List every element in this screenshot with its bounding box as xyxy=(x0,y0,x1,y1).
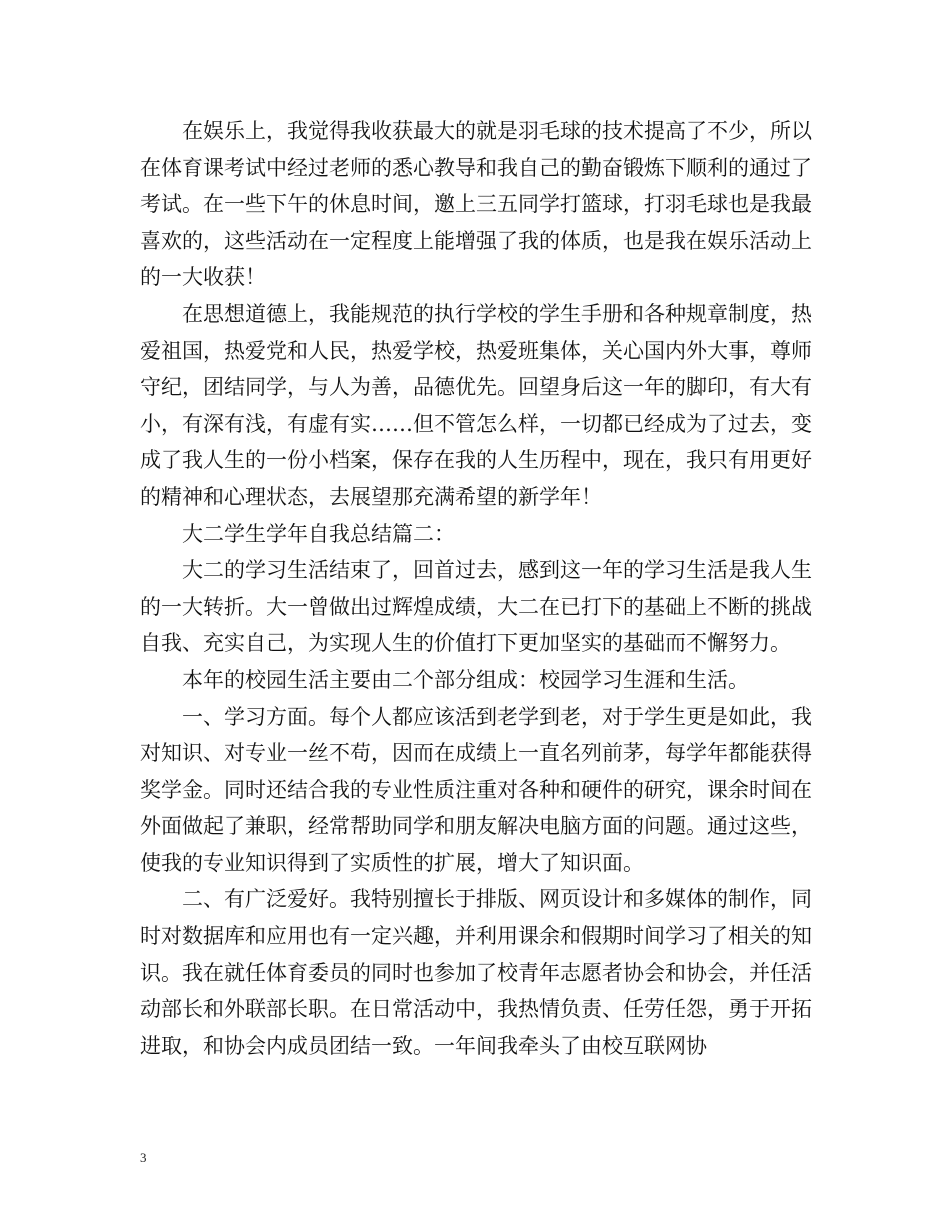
paragraph-hobbies: 二、有广泛爱好。我特别擅长于排版、网页设计和多媒体的制作，同时对数据库和应用也有一定兴趣，并利用课余和假期时间学习了相关的知识。我在就任体育委员的同时也参加了校青年志愿者协会和协会，并任活动部长和外联部长职。在日常活动中，我热情负责、任劳任怨，勇于开拓进取，和协会内成员团结一致。一年间我牵头了由校互联网协 xyxy=(140,887,812,1058)
page-number: 3 xyxy=(140,1150,147,1165)
paragraph-intro: 大二的学习生活结束了，回首过去，感到这一年的学习生活是我人生的一大转折。大一曾做出过辉煌成绩，大二在已打下的基础上不断的挑战自我、充实自己，为实现人生的价值打下更加坚实的基础而不懈努力。 xyxy=(140,558,812,656)
paragraph-overview: 本年的校园生活主要由二个部分组成：校园学习生涯和生活。 xyxy=(182,667,749,692)
section-heading: 大二学生学年自我总结篇二： xyxy=(182,521,455,546)
paragraph-moral: 在思想道德上，我能规范的执行学校的学生手册和各种规章制度，热爱祖国，热爱党和人民，热爱学校，热爱班集体，关心国内外大事，尊师守纪，团结同学，与人为善，品德优先。回望身后这一年的脚印，有大有小，有深有浅，有虚有实……但不管怎么样，一切都已经成为了过去，变成了我人生的一份小档案，保存在我的人生历程中，现在，我只有用更好的精神和心理状态，去展望那充满希望的新学年！ xyxy=(140,301,812,509)
body-text xyxy=(140,113,812,1064)
paragraph-entertainment: 在娱乐上，我觉得我收获最大的就是羽毛球的技术提高了不少，所以在体育课考试中经过老师的悉心教导和我自己的勤奋锻炼下顺利的通过了考试。在一些下午的休息时间，邀上三五同学打篮球，打羽毛球也是我最喜欢的，这些活动在一定程度上能增强了我的体质，也是我在娱乐活动上的一大收获！ xyxy=(140,119,812,290)
paragraph-study: 一、学习方面。每个人都应该活到老学到老，对于学生更是如此，我对知识、对专业一丝不苟，因而在成绩上一直名列前茅，每学年都能获得奖学金。同时还结合我的专业性质注重对各种和硬件的研究，课余时间在外面做起了兼职，经常帮助同学和朋友解决电脑方面的问题。通过这些，使我的专业知识得到了实质性的扩展，增大了知识面。 xyxy=(140,704,812,875)
